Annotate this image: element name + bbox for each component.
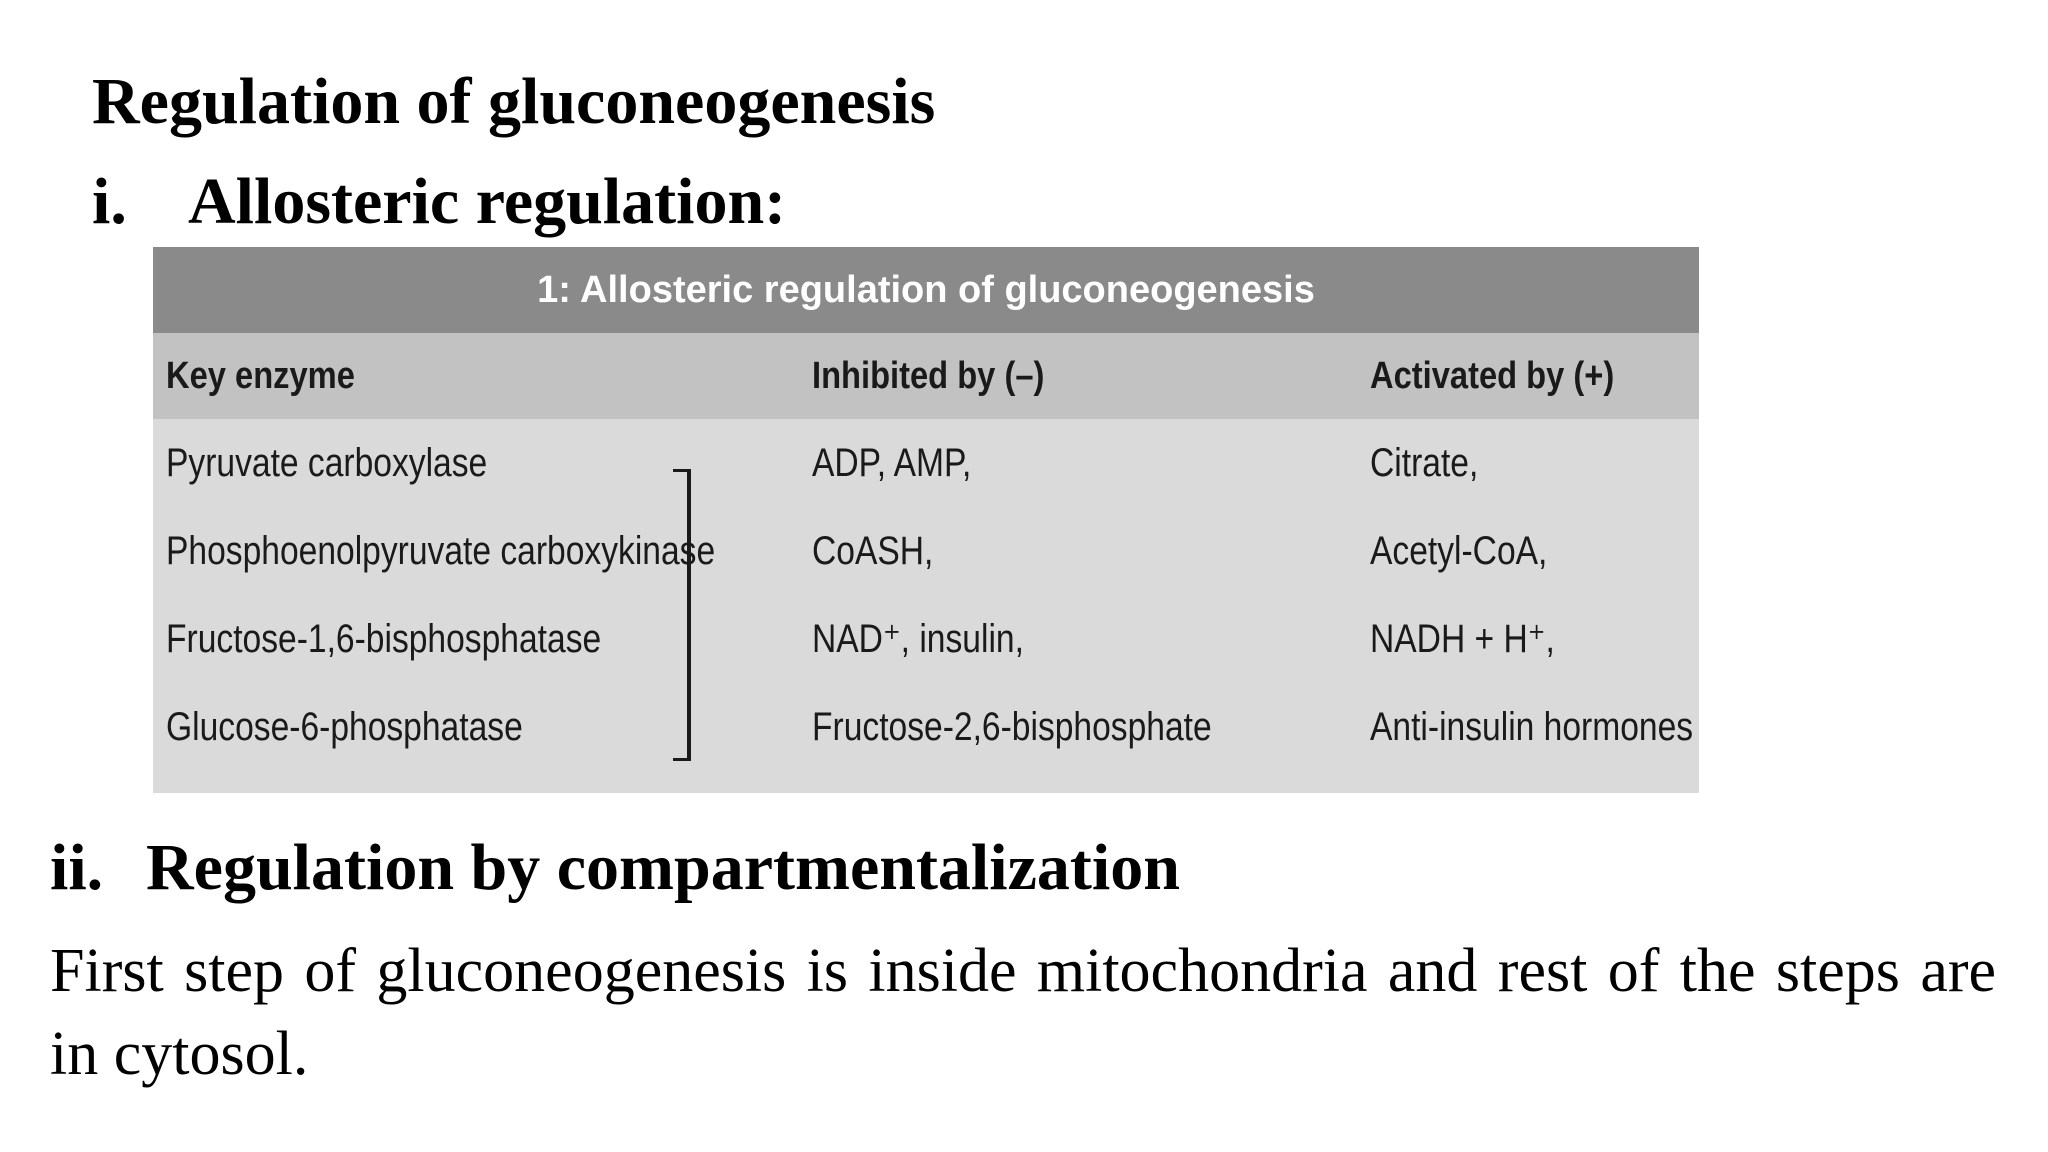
section-number: ii. [50, 831, 104, 904]
enzyme-cell: Phosphoenolpyruvate carboxykinase [166, 529, 716, 573]
table-row [153, 507, 1699, 595]
section-title: Allosteric regulation: [188, 165, 787, 238]
inhibitor-cell: ADP, AMP, [812, 441, 972, 485]
header-key-enzyme: Key enzyme [166, 355, 355, 397]
section-compartment-heading [50, 832, 1180, 905]
table-row [153, 419, 1699, 507]
enzyme-cell: Glucose-6-phosphatase [166, 705, 523, 749]
header-activated-by: Activated by (+) [1370, 355, 1615, 397]
allosteric-regulation-table [153, 247, 1699, 793]
table-row [153, 595, 1699, 683]
section-number: i. [92, 165, 127, 238]
enzyme-cell: Pyruvate carboxylase [166, 441, 488, 485]
inhibitor-cell: CoASH, [812, 529, 934, 573]
table-row [153, 683, 1699, 771]
inhibitor-cell: Fructose-2,6-bisphosphate [812, 705, 1212, 749]
inhibitor-cell: NAD⁺, insulin, [812, 617, 1024, 661]
grouping-bracket [673, 469, 691, 761]
page-heading: Regulation of gluconeogenesis [92, 65, 936, 138]
activator-cell: NADH + H⁺, [1370, 617, 1555, 661]
table-title: 1: Allosteric regulation of gluconeogenesis [153, 247, 1699, 333]
activator-cell: Acetyl-CoA, [1370, 529, 1548, 573]
activator-cell: Citrate, [1370, 441, 1479, 485]
body-paragraph: First step of gluconeogenesis is inside mitochondria and rest of the steps are in cytosol. [50, 937, 1996, 1088]
table-header-row [153, 333, 1699, 419]
section-allosteric-heading [92, 166, 786, 239]
header-inhibited-by: Inhibited by (–) [812, 355, 1045, 397]
activator-cell: Anti-insulin hormones [1370, 705, 1694, 749]
section-title: Regulation by compartmentalization [146, 831, 1180, 904]
enzyme-cell: Fructose-1,6-bisphosphatase [166, 617, 602, 661]
